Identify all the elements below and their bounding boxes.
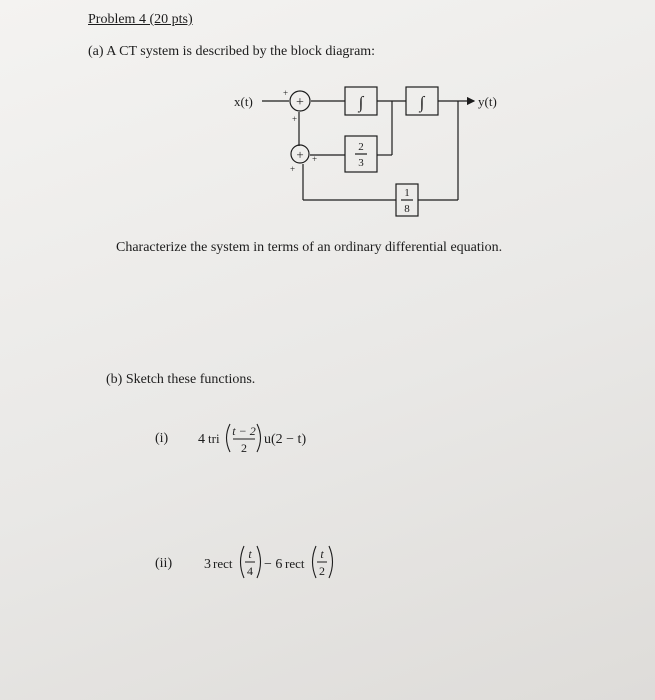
expr-ii-lparen2	[313, 546, 317, 578]
sum1-sign-input: +	[283, 88, 289, 98]
sum1-sign-feedback: +	[292, 114, 298, 124]
expr-i-num: t − 2	[232, 424, 256, 438]
expr-ii-func2: rect	[285, 556, 305, 571]
gain-a-numerator: 2	[358, 141, 364, 153]
summer-1-plus: +	[296, 95, 304, 110]
expr-i-den: 2	[241, 441, 247, 455]
expr-i-rparen	[257, 424, 261, 452]
expr-ii-rparen1	[257, 546, 261, 578]
item-i-label: (i)	[155, 431, 169, 446]
expression-i	[198, 424, 306, 455]
gain-a-denominator: 3	[358, 157, 364, 169]
expr-i-tail: u(2 − t)	[264, 432, 307, 447]
expr-i-coef: 4	[198, 432, 205, 447]
part-b-prompt: (b) Sketch these functions.	[106, 372, 256, 387]
expr-ii-coef1: 3	[204, 557, 211, 572]
problem-title: Problem 4 (20 pts)	[88, 12, 193, 27]
expr-ii-mid: − 6	[264, 557, 283, 572]
expr-ii-num2: t	[320, 547, 324, 561]
expr-ii-den1: 4	[247, 564, 253, 578]
part-a-prompt: (a) A CT system is described by the block diagram:	[88, 44, 376, 59]
expr-ii-rparen2	[329, 546, 333, 578]
expr-i-func: tri	[208, 431, 220, 446]
sum2-sign-right: +	[312, 154, 318, 164]
integrator-1-symbol: ∫	[358, 93, 364, 112]
expr-ii-num1: t	[248, 547, 252, 561]
summer-2-plus: +	[296, 147, 304, 162]
gain-b-numerator: 1	[404, 187, 410, 199]
gain-b-denominator: 8	[404, 203, 410, 215]
part-a-instruction: Characterize the system in terms of an ordinary differential equation.	[116, 240, 503, 255]
sum2-sign-bottom: +	[290, 164, 296, 174]
item-ii-label: (ii)	[155, 556, 173, 571]
expr-i-lparen	[227, 424, 231, 452]
integrator-2-symbol: ∫	[419, 93, 425, 112]
expr-ii-func1: rect	[213, 556, 233, 571]
expression-ii	[204, 546, 333, 578]
output-label: y(t)	[478, 94, 497, 109]
expr-ii-lparen1	[241, 546, 245, 578]
expr-ii-den2: 2	[319, 564, 325, 578]
input-label: x(t)	[234, 94, 253, 109]
